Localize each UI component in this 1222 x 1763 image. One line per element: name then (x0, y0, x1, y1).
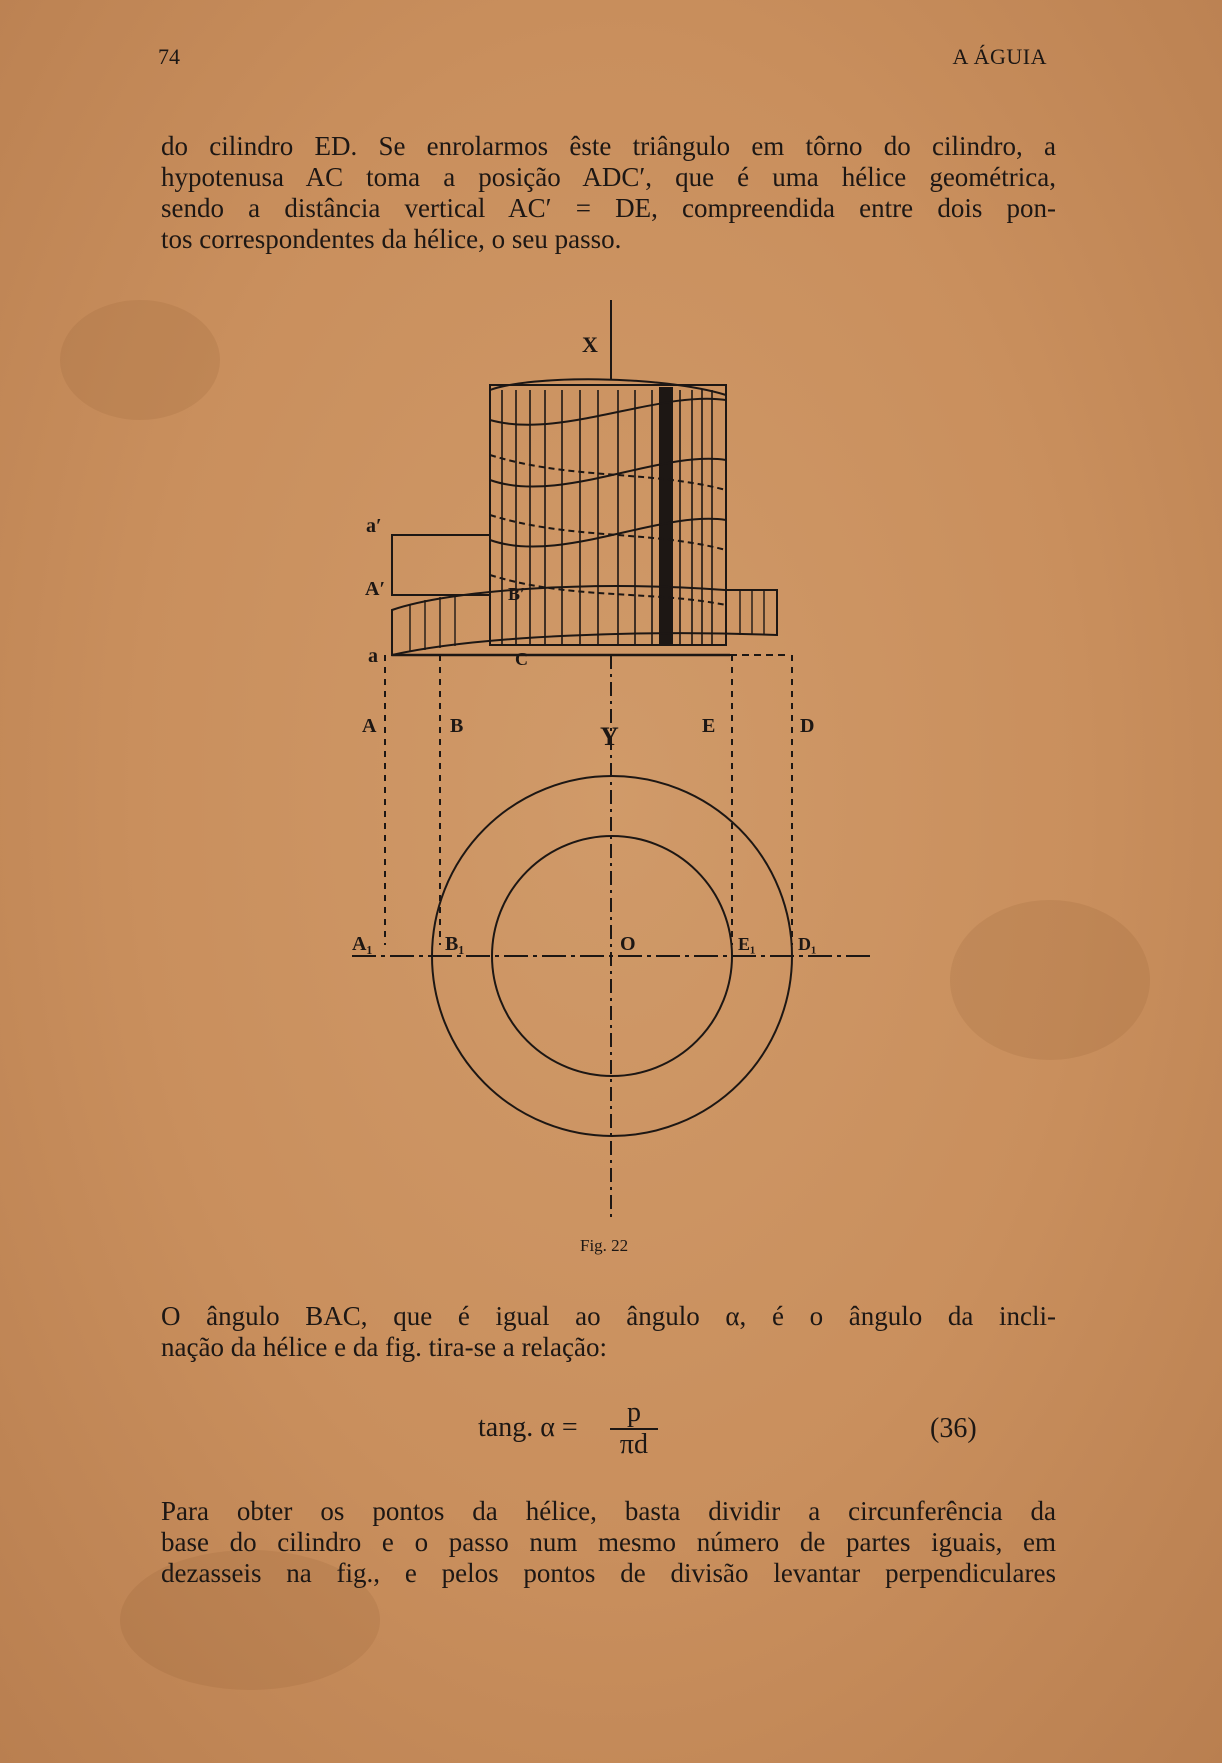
top-ellipse (490, 379, 726, 395)
helix-figure (330, 290, 890, 1250)
cylinder-hatching (502, 390, 712, 645)
label-e1: E₁ (738, 934, 756, 954)
label-e: E (702, 715, 716, 737)
equation-fraction (608, 1398, 660, 1460)
label-a1: A₁ (352, 933, 373, 955)
text-line: sendo a distância vertical AC′ = DE, compreendida entre dois pon- (161, 193, 1056, 223)
label-alpha: a (368, 645, 378, 667)
helix-curve (490, 399, 726, 425)
text-line: base do cilindro e o passo num mesmo número de partes iguais, em (161, 1527, 1056, 1557)
label-x: X (582, 332, 598, 357)
label-b1: B₁ (445, 933, 465, 955)
label-d: D (800, 715, 815, 737)
label-a-prime: A′ (365, 578, 386, 600)
paper-stain (950, 900, 1150, 1060)
label-a: A (362, 715, 377, 737)
label-a-prime-alpha: a′ (366, 515, 382, 537)
paragraph-inclination (161, 1301, 1056, 1363)
text-line: Para obter os pontos da hélice, basta dividir a circunferência da (161, 1496, 1056, 1526)
base-block (392, 535, 490, 595)
running-head: A ÁGUIA (952, 44, 1047, 69)
dark-band (660, 388, 672, 645)
equation-number: (36) (930, 1413, 977, 1444)
text-line: do cilindro ED. Se enrolarmos êste triângulo em tôrno do cilindro, a (161, 131, 1056, 161)
text-line: O ângulo BAC, que é igual ao ângulo α, é o ângulo da incli- (161, 1301, 1056, 1331)
text-line: nação da hélice e da fig. tira-se a relação: (161, 1332, 607, 1362)
equation-numerator: p (627, 1397, 641, 1428)
figure-caption: Fig. 22 (580, 1236, 629, 1255)
label-c: C (515, 649, 528, 669)
label-b: B (450, 715, 464, 737)
paper-stain (60, 300, 220, 420)
page-number: 74 (158, 44, 180, 69)
text-line: tos correspondentes da hélice, o seu passo. (161, 224, 622, 254)
label-d1: D₁ (798, 934, 817, 954)
paragraph-construction (161, 1496, 1056, 1589)
page-header (158, 44, 1047, 76)
label-b-prime: B′ (508, 584, 526, 604)
equation-denominator: πd (619, 1429, 649, 1460)
equation-lhs: tang. α = (478, 1412, 578, 1443)
text-line: hypotenusa AC toma a posição ADC′, que é uma hélice geométrica, (161, 162, 1056, 192)
paragraph-helix-definition (161, 131, 1056, 255)
label-o: O (620, 933, 636, 955)
label-y: Y (600, 722, 619, 751)
text-line: dezasseis na fig., e pelos pontos de divisão levantar perpendiculares (161, 1558, 1056, 1588)
